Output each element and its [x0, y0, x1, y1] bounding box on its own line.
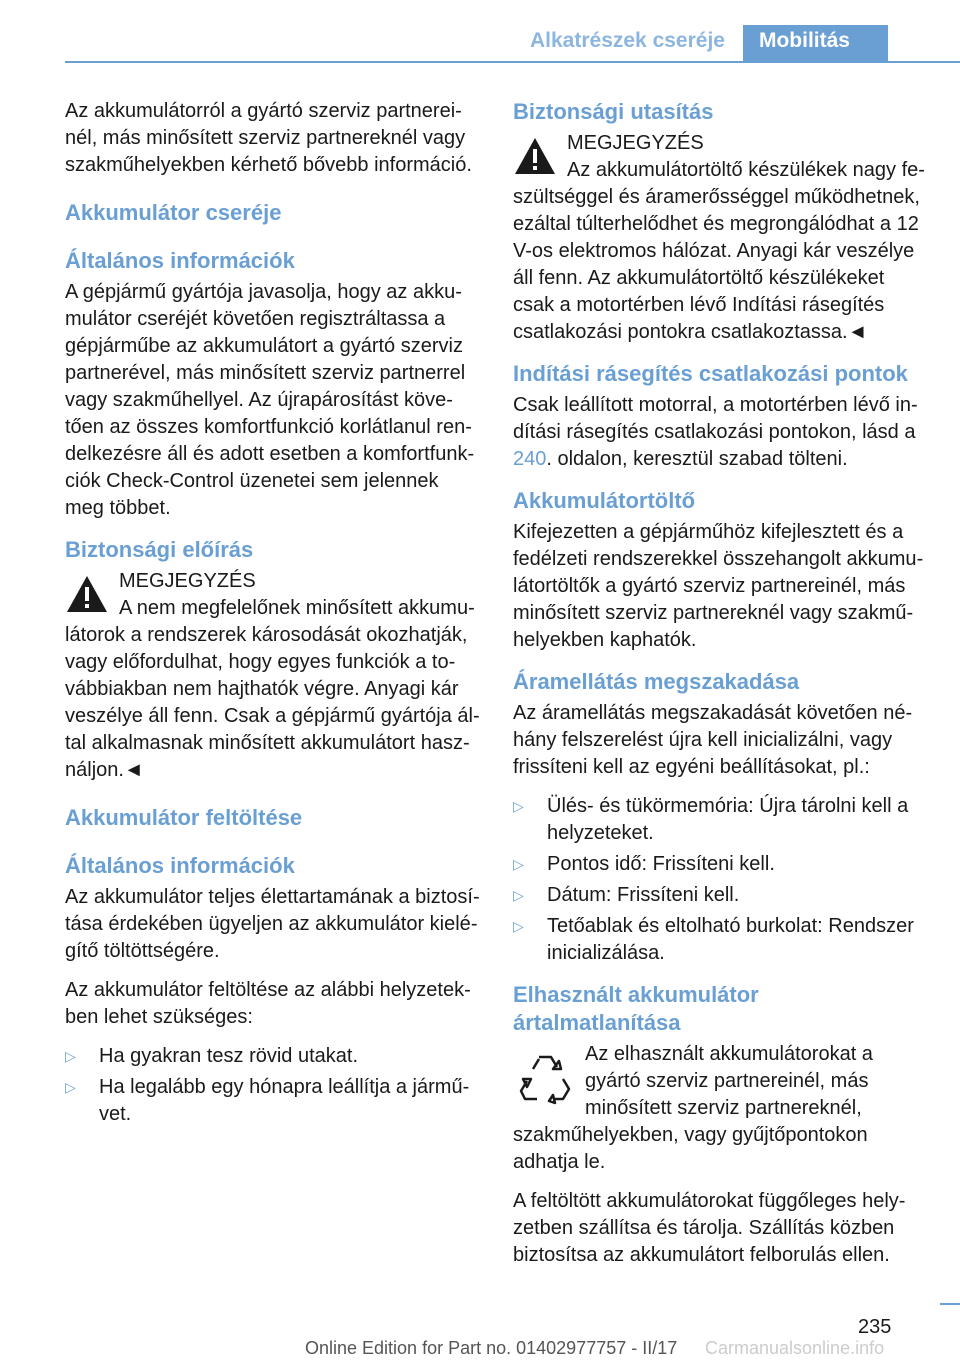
- list-item: [513, 882, 928, 909]
- disposal-paragraph: Az elhasznált akkumulátorokat a gyártó szerviz partnereinél, más minősített szerviz partnereknél, szakműhelyekben, vagy gyűjtőpontokon adhatja le.: [513, 1043, 873, 1173]
- charge-cases-paragraph: Az akkumulátor feltöltése az alábbi helyzetekben lehet szükséges:: [65, 979, 471, 1028]
- heading-power-interruption: Áramellátás megszakadása: [513, 669, 800, 694]
- disposal-block: [513, 1041, 928, 1176]
- page-number: 235: [858, 1316, 892, 1338]
- jump-start-text-a: Csak leállított motorral, a motortérben lévő indítási rásegítés csatlakozási pontokon, lásd a: [513, 394, 918, 443]
- section-tab-parts-replacement: Alkatrészek cseréje: [530, 29, 725, 52]
- edition-footer: Online Edition for Part no. 01402977757 - II/17: [305, 1338, 678, 1358]
- heading-battery-disposal: Elhasznált akkumulátor ártalmatlanítása: [513, 982, 759, 1035]
- page-reference-link[interactable]: 240: [513, 448, 547, 470]
- heading-battery-charger: Akkumulátortöltő: [513, 488, 696, 513]
- heading-battery-replacement: Akkumulátor cseréje: [65, 200, 282, 225]
- section-tab-mobility: Mobilitás: [743, 25, 888, 61]
- heading-battery-charging: Akkumulátor feltöltése: [65, 805, 303, 830]
- heading-safety-regulation: Biztonsági előírás: [65, 537, 254, 562]
- warning-block-left: [65, 568, 480, 784]
- list-item-text: Dátum: Frissíteni kell.: [547, 884, 740, 906]
- triangle-bullet-icon: ▷: [65, 1048, 76, 1064]
- general-info-1-paragraph: A gépjármű gyártója javasolja, hogy az akkumulátor cseréjét követően regisztráltassa a gépjárműbe az akkumulátort a gyártó szerviz partnerével, más minősített szerviz partnerrel vagy szakműhellyel. Az újrapárosítást követően az összes komfortfunkció korlátlanul rendelkezésre áll és adott esetben a komfortfunkciók Check-Control üzenetei sem jelennek meg többet.: [65, 281, 475, 519]
- header-tabs: [518, 25, 888, 61]
- heading-safety-instruction: Biztonsági utasítás: [513, 99, 714, 124]
- warning-triangle-icon: [513, 136, 557, 176]
- triangle-bullet-icon: ▷: [65, 1079, 76, 1095]
- list-item-text: Ha legalább egy hónapra leállítja a járművet.: [99, 1076, 470, 1125]
- warning-triangle-icon: [65, 574, 109, 614]
- triangle-bullet-icon: ▷: [513, 918, 524, 934]
- list-item: [65, 1043, 480, 1070]
- list-item-text: Tetőablak és eltolható burkolat: Rendszer inicializálása.: [547, 915, 914, 964]
- triangle-bullet-icon: ▷: [513, 887, 524, 903]
- jump-start-text-b: . oldalon, keresztül szabad tölteni.: [546, 448, 848, 470]
- jump-start-paragraph: [513, 392, 928, 473]
- charge-cases-list: [65, 1043, 480, 1128]
- list-item: [65, 1074, 480, 1128]
- power-interruption-list: [513, 793, 928, 967]
- transport-paragraph: A feltöltött akkumulátorokat függőleges helyzetben szállítsa és tárolja. Szállítás közben biztosítsa az akkumulátort felborulás ellen.: [513, 1190, 906, 1266]
- triangle-bullet-icon: ▷: [513, 798, 524, 814]
- power-interruption-paragraph: Az áramellátás megszakadását követően néhány felszerelést újra kell inicializálni, vagy frissíteni kell az egyéni beállításokat, pl.:: [513, 702, 913, 778]
- left-column: [65, 98, 480, 1140]
- list-item: [513, 913, 928, 967]
- triangle-bullet-icon: ▷: [513, 856, 524, 872]
- warning-text: A nem megfelelőnek minősített akkumulátorok a rendszerek károsodását okozhatják, vagy előfordulhat, hogy egyes funkciók a továbbiakban nem hajthatók végre. Anyagi kár veszélye áll fenn. Csak a gépjármű gyártója által alkalmasnak minősített akkumulátort használjon.◄: [65, 597, 480, 781]
- warning-label: MEGJEGYZÉS: [567, 132, 704, 154]
- warning-text: Az akkumulátortöltő készülékek nagy feszültséggel és áramerősséggel működhetnek, ezáltal túlterhelődhet és megrongálódhat a 12 V-os elektromos hálózat. Anyagi kár veszélye áll fenn. Az akkumulátortöltő készülékeket csak a motortérben lévő Indítási rásegítés csatlakozási pontokra csatlakoztassa.◄: [513, 159, 925, 343]
- list-item: [513, 793, 928, 847]
- charger-paragraph: Kifejezetten a gépjárműhöz kifejlesztett és a fedélzeti rendszerekkel összehangolt akkumulátortöltők a gyártó szerviz partnereinél, más minősített szerviz partnereknél vagy szakműhelyekben kaphatók.: [513, 521, 924, 651]
- warning-label: MEGJEGYZÉS: [119, 570, 256, 592]
- intro-paragraph: Az akkumulátorról a gyártó szerviz partnereinél, más minősített szerviz partnereknél vagy szakműhelyekben kérhető bővebb információ.: [65, 100, 472, 176]
- header-divider: [65, 61, 960, 63]
- general-info-2-paragraph: Az akkumulátor teljes élettartamának a biztosítása érdekében ügyeljen az akkumulátor kielégítő töltöttségére.: [65, 886, 480, 962]
- list-item: [513, 851, 928, 878]
- list-item-text: Ha gyakran tesz rövid utakat.: [99, 1045, 359, 1067]
- heading-jump-start-points: Indítási rásegítés csatlakozási pontok: [513, 361, 908, 386]
- recycle-icon: [517, 1049, 573, 1105]
- watermark: Carmanualsonline.info: [705, 1338, 885, 1358]
- list-item-text: Pontos idő: Frissíteni kell.: [547, 853, 775, 875]
- footer-divider: [940, 1303, 960, 1305]
- right-column: [513, 98, 928, 1281]
- heading-general-info-2: Általános információk: [65, 853, 295, 878]
- heading-general-info-1: Általános információk: [65, 248, 295, 273]
- list-item-text: Ülés- és tükörmemória: Újra tárolni kell a helyzeteket.: [547, 795, 909, 844]
- warning-block-right: [513, 130, 928, 346]
